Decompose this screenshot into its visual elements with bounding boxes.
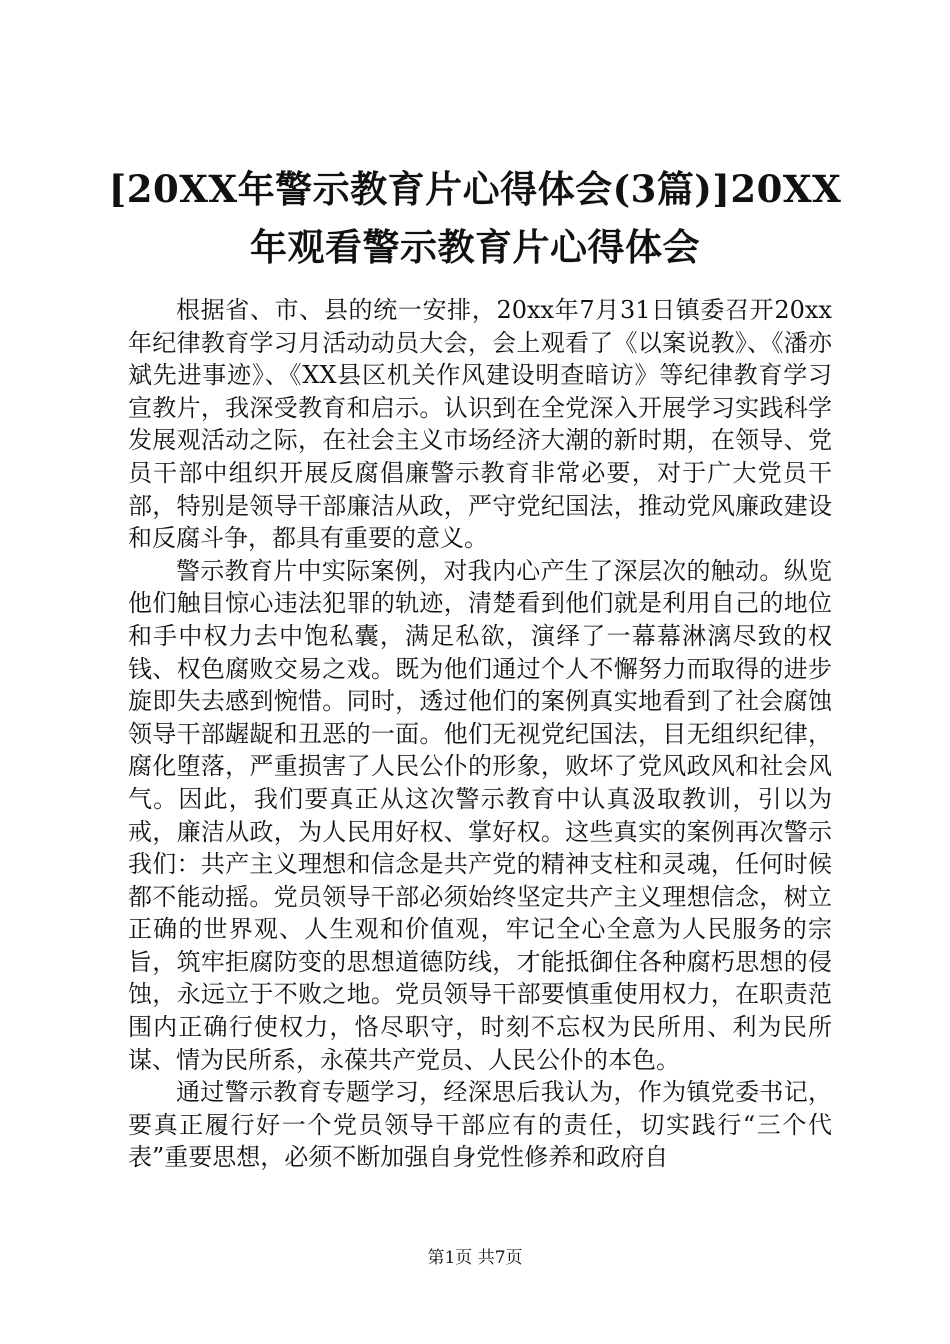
paragraph: 通过警示教育专题学习，经深思后我认为，作为镇党委书记，要真正履行好一个党员领导干部应有的责任，切实践行“三个代表”重要思想，必须不断加强自身党性修养和政府自	[128, 1078, 832, 1172]
page-number-footer: 第1页 共7页	[427, 1248, 523, 1268]
paragraph: 警示教育片中实际案例，对我内心产生了深层次的触动。纵览他们触目惊心违法犯罪的轨迹，清楚看到他们就是利用自己的地位和手中权力去中饱私囊，满足私欲，演绎了一幕幕淋漓尽致的权钱、权色腐败交易之戏。既为他们通过个人不懈努力而取得的进步旋即失去感到惋惜。同时，透过他们的案例真实地看到了社会腐蚀领导干部龌龊和丑恶的一面。他们无视党纪国法，目无组织纪律，腐化堕落，严重损害了人民公仆的形象，败坏了党风政风和社会风气。因此，我们要真正从这次警示教育中认真汲取教训，引以为戒，廉洁从政，为人民用好权、掌好权。这些真实的案例再次警示我们：共产主义理想和信念是共产党的精神支柱和灵魂，任何时候都不能动摇。党员领导干部必须始终坚定共产主义理想信念，树立正确的世界观、人生观和价值观，牢记全心全意为人民服务的宗旨，筑牢拒腐防变的思想道德防线，才能抵御住各种腐朽思想的侵蚀，永远立于不败之地。党员领导干部要慎重使用权力，在职责范围内正确行使权力，恪尽职守，时刻不忘权为民所用、利为民所谋、情为民所系，永葆共产党员、人民公仆的本色。	[128, 556, 832, 1074]
paragraph: 根据省、市、县的统一安排，20xx年7月31日镇委召开20xx年纪律教育学习月活动动员大会，会上观看了《以案说教》、《潘亦斌先进事迹》、《XX县区机关作风建设明查暗访》等纪律教育学习宣教片，我深受教育和启示。认识到在全党深入开展学习实践科学发展观活动之际，在社会主义市场经济大潮的新时期，在领导、党员干部中组织开展反腐倡廉警示教育非常必要，对于广大党员干部，特别是领导干部廉洁从政，严守党纪国法，推动党风廉政建设和反腐斗争，都具有重要的意义。	[128, 296, 832, 553]
document-body	[128, 294, 832, 1174]
document-title: [20XX年警示教育片心得体会(3篇)]20XX年观看警示教育片心得体会	[108, 167, 842, 269]
